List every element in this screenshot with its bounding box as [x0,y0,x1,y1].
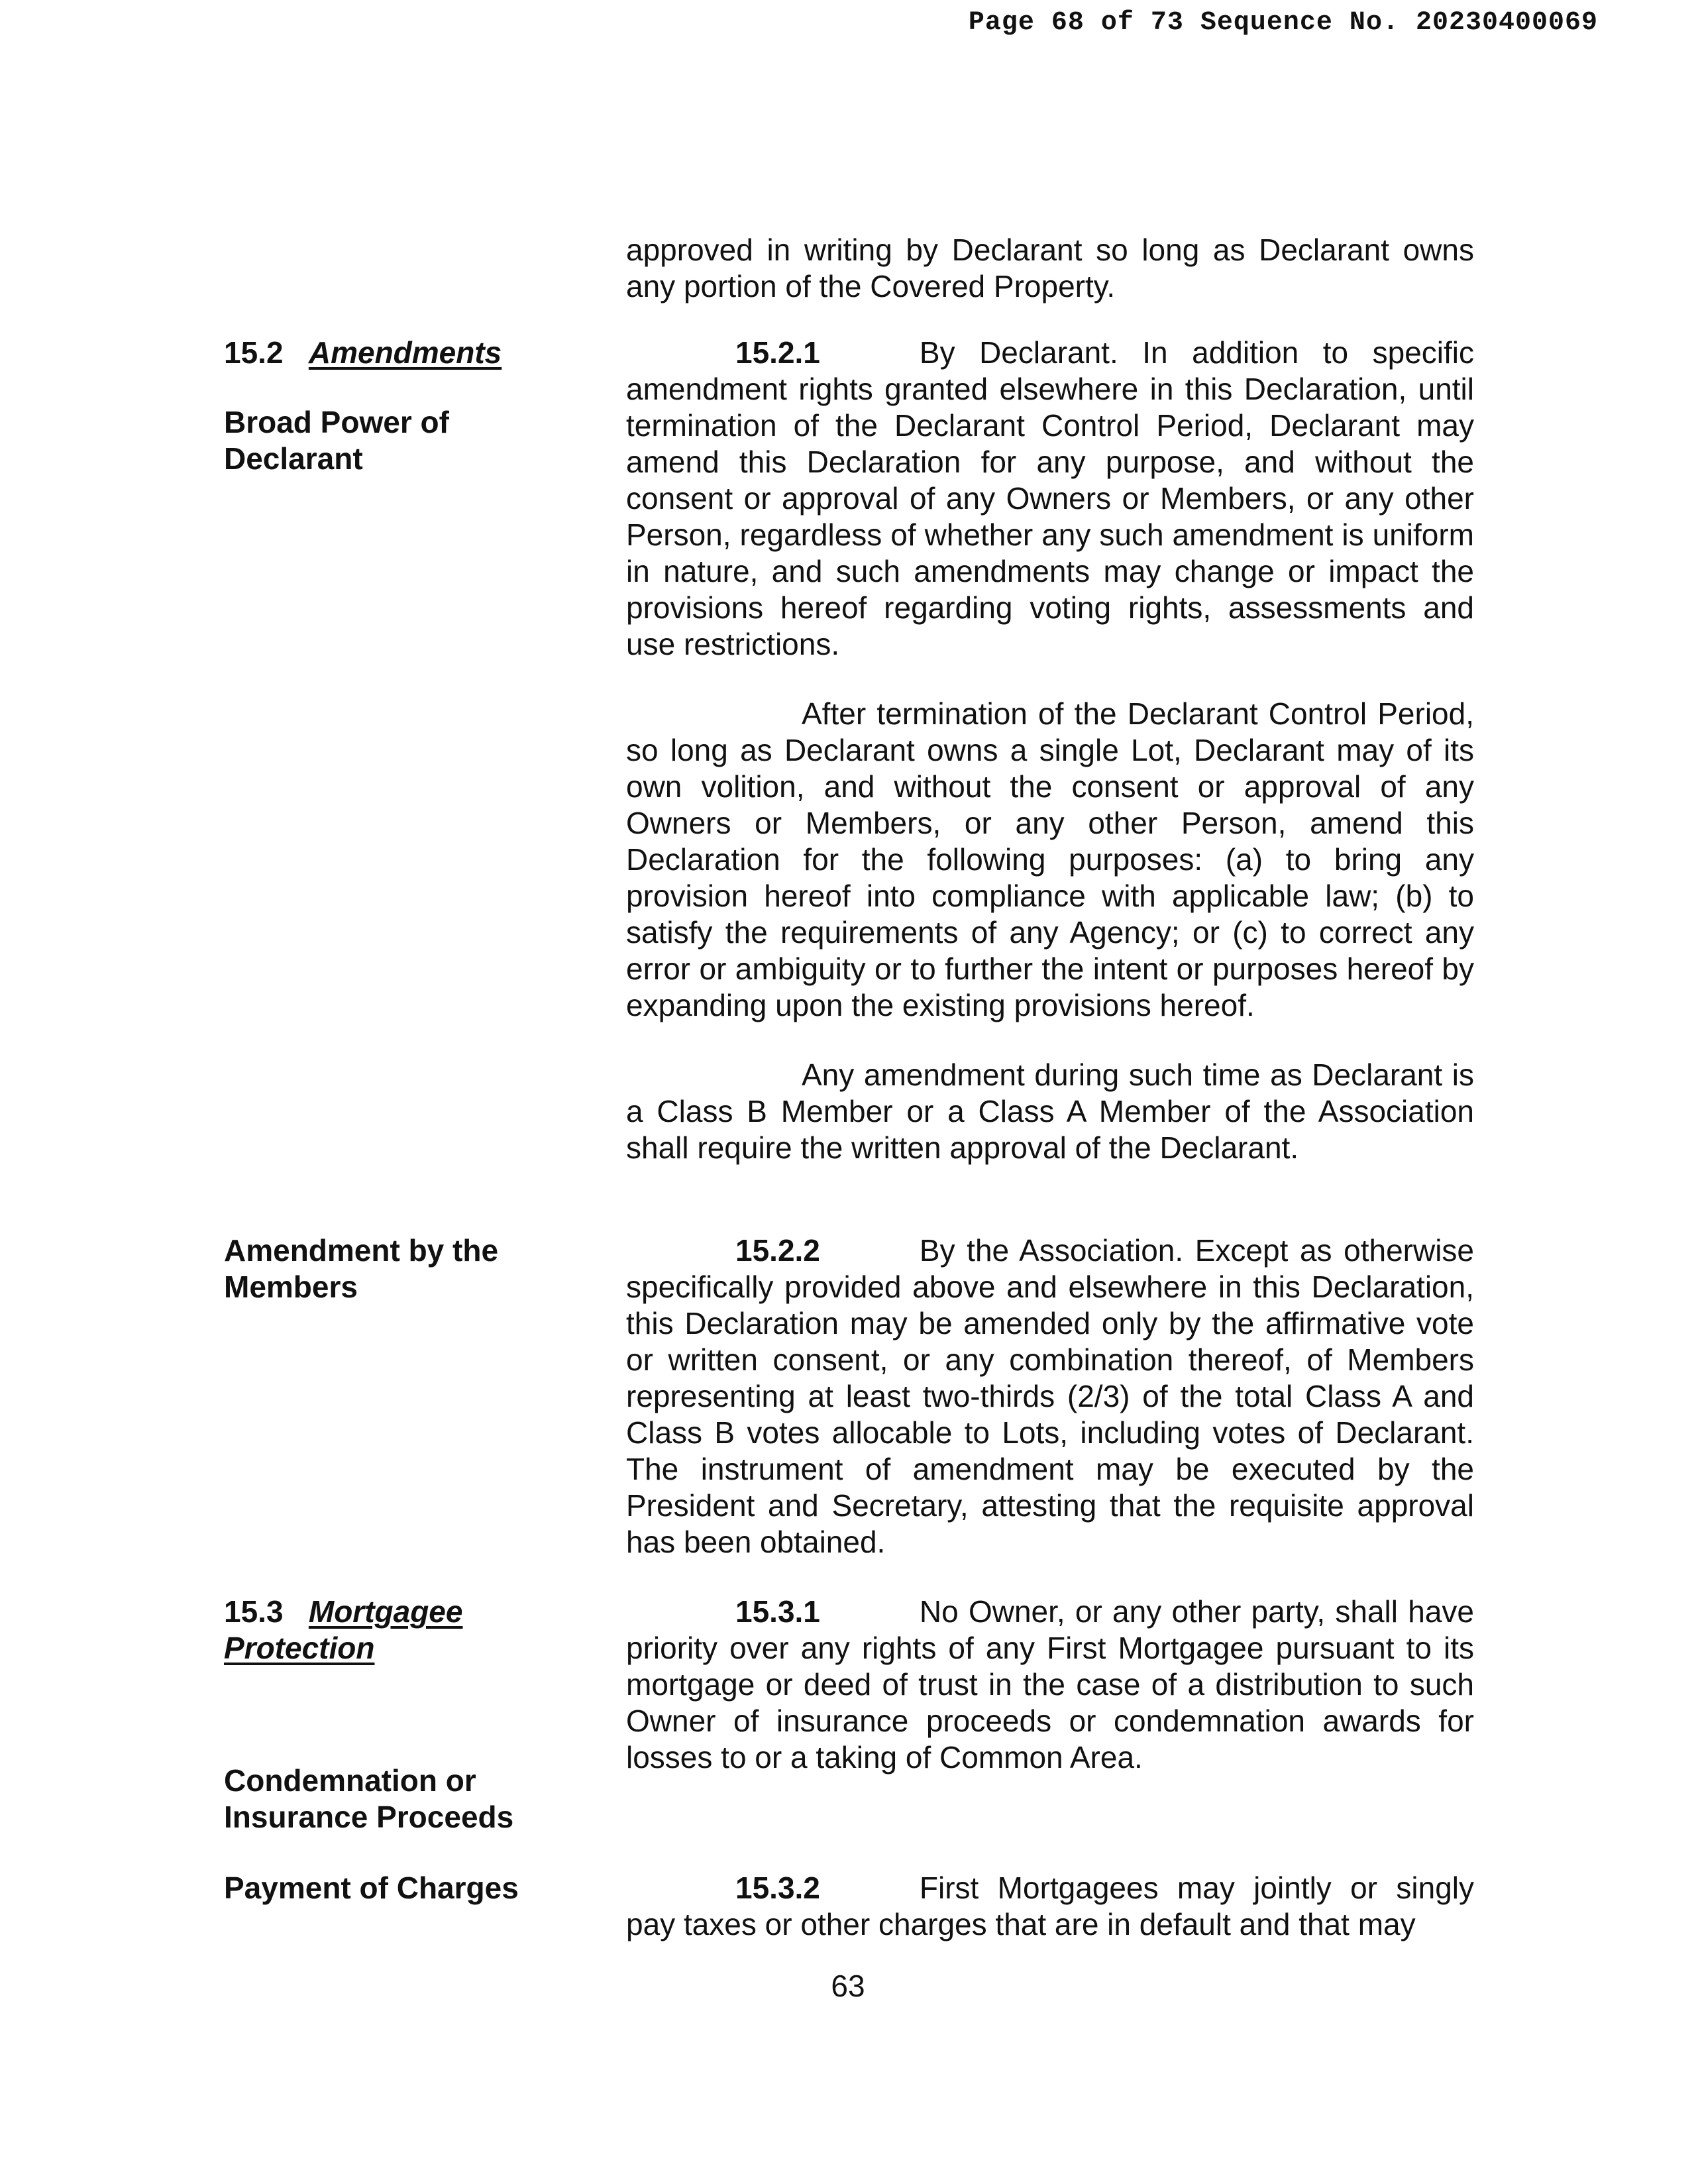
item-15-2-1-number: 15.2.1 [735,335,820,370]
continuation-paragraph [626,232,1474,305]
broad-power-label: Broad Power of Declarant [224,405,449,476]
page-number: 63 [831,1969,865,2003]
section-15-2-heading [224,335,535,371]
item-15-3-1 [626,1594,1474,1776]
item-15-2-2-number: 15.2.2 [735,1233,820,1268]
item-15-2-1 [626,335,1474,663]
page-sequence-header: Page 68 of 73 Sequence No. 20230400069 [968,8,1598,38]
condemnation-label: Condemnation or Insurance Proceeds [224,1763,514,1834]
section-15-3-number: 15.3 [224,1594,284,1629]
item-15-2-1-text: By Declarant. In addition to specific amendment rights granted elsewhere in this Declaration, until termination of the Declarant Control Period, Declarant may amend this Declaration for any purpose, and without the consent or approval of any Owners or Members, or any other Person, regardless of whether any such amendment is uniform in nature, and such amendments may change or impact the provisions hereof regarding voting rights, assessments and use restrictions. [626,335,1474,661]
section-15-2-title: Amendments [308,335,502,370]
amendment-by-members-label: Amendment by the Members [224,1233,499,1304]
any-amendment-paragraph: Any amendment during such time as Declarant is a Class B Member or a Class A Member of the Association shall require the written approval of the Declarant. [626,1058,1474,1165]
section-15-2-number: 15.2 [224,335,284,370]
item-15-3-2-text: First Mortgagees may jointly or singly pay taxes or other charges that are in default and that may [626,1871,1474,1941]
payment-of-charges-label: Payment of Charges [224,1871,519,1905]
item-15-3-1-number: 15.3.1 [735,1594,820,1629]
after-termination-paragraph: After termination of the Declarant Control Period, so long as Declarant owns a single Lot, Declarant may of its own volition, and without the consent or approval of any Owners or Members, or any other Person, amend this Declaration for the following purposes: (a) to bring any provision hereof into compliance with applicable law; (b) to satisfy the requirements of any Agency; or (c) to correct any error or ambiguity or to further the intent or purposes hereof by expanding upon the existing provisions hereof. [626,696,1474,1022]
item-15-2-2-text: By the Association. Except as otherwise specifically provided above and elsewhere in this Declaration, this Declaration may be amended only by the affirmative vote or written consent, or any combination thereof, of Members representing at least two-thirds (2/3) of the total Class A and Class B votes allocable to Lots, including votes of Declarant. The instrument of amendment may be executed by the President and Secretary, attesting that the requisite approval has been obtained. [626,1233,1474,1559]
item-15-3-2-number: 15.3.2 [735,1871,820,1905]
continuation-text: approved in writing by Declarant so long as Declarant owns any portion of the Covered Property. [626,233,1474,303]
item-15-3-2 [626,1870,1474,1943]
section-15-3-heading [224,1594,535,1666]
item-15-3-1-text: No Owner, or any other party, shall have priority over any rights of any First Mortgagee pursuant to its mortgage or deed of trust in the case of a distribution to such Owner of insurance proceeds or condemnation awards for losses to or a taking of Common Area. [626,1594,1474,1774]
item-15-2-2 [626,1232,1474,1560]
section-15-3-title: Mortgagee Protection [224,1594,463,1665]
